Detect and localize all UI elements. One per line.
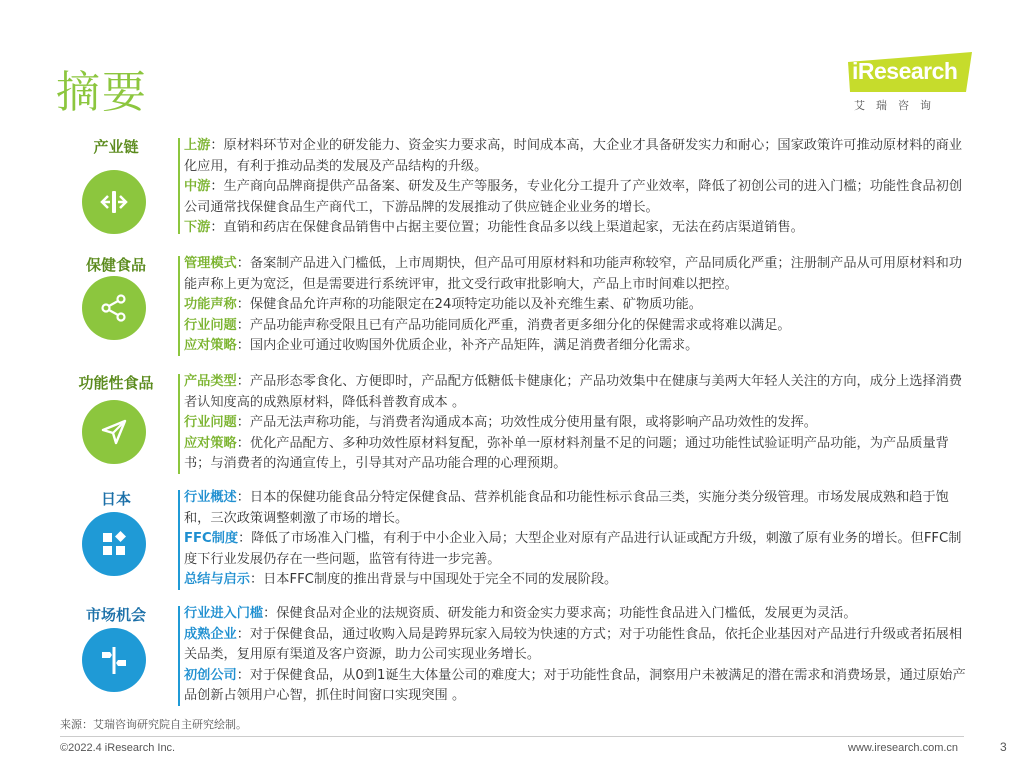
section-japan <box>60 488 980 592</box>
keyword: 管理模式 <box>184 256 237 271</box>
item-text: ：优化产品配方、多种功效性原材料复配，弥补单一原材料剂量不足的问题；通过功能性试验证明产品功能，为产品质量背书；与消费者的沟通宣传上，引导其对产品功能合理的心理预期。 <box>184 435 949 472</box>
content-item <box>184 336 974 357</box>
keyword: 中游 <box>184 179 211 195</box>
item-text: ：日本的保健功能食品分特定保健食品、营养机能食品和功能性标示食品三类，实施分类分级管理。市场发展成熟和趋于饱和，三次政策调整刺激了市场的增长。 <box>184 490 949 526</box>
source-note: 来源：艾瑞咨询研究院自主研究绘制。 <box>60 718 247 731</box>
keyword: 行业概述 <box>184 490 237 505</box>
item-text: ：日本FFC制度的推出背景与中国现处于完全不同的发展阶段。 <box>249 572 618 588</box>
item-text: ：备案制产品进入门槛低，上市周期快，但产品可用原材料和功能声称较窄，产品同质化严重；注册制产品从可用原材料和功能声称上更为宽泛，但是需要进行系统评审，批文受行政审批影响大，产品上市时间难以把控。 <box>184 256 963 292</box>
item-text: ：降低了市场准入门槛，有利于中小企业入局；大型企业对原有产品进行认证或配方升级，刺激了原有业务的增长。但FFC制度下行业发展仍存在一些问题，监管有待进一步完善。 <box>184 531 962 567</box>
section-content <box>184 372 974 475</box>
section-content <box>184 604 974 707</box>
section-divider <box>178 256 180 356</box>
content-item <box>184 666 974 707</box>
item-text: ：产品无法声称功能，与消费者沟通成本高；功效性成分使用量有限，或将影响产品功效性的发挥。 <box>236 415 817 431</box>
keyword: 下游 <box>184 220 211 236</box>
section-label: 市场机会 <box>85 606 146 624</box>
section-label: 日本 <box>100 490 131 508</box>
keyword: 功能声称 <box>184 297 237 313</box>
content-item <box>184 625 974 666</box>
paper-plane-icon <box>82 400 146 464</box>
content-item <box>184 604 974 625</box>
keyword: FFC制度 <box>184 531 239 547</box>
item-text: ：生产商向品牌商提供产品备案、研发及生产等服务，专业化分工提升了产业效率，降低了初创公司的进入门槛；功能性食品初创公司通常找保健食品生产商代工，下游品牌的发展推动了供应链企业业务的增长。 <box>184 179 963 215</box>
keyword: 总结与启示 <box>184 572 250 588</box>
split-arrows-icon <box>82 170 146 234</box>
item-text: ：产品形态零食化、方便即时，产品配方低糖低卡健康化；产品功效集中在健康与美两大年轻人关注的方向，成分上选择消费者认知度高的成熟原材料，降低科普教育成本 。 <box>184 374 963 410</box>
signpost-icon <box>82 628 146 692</box>
keyword: 应对策略 <box>184 338 237 354</box>
item-text: ：保健食品允许声称的功能限定在24项特定功能以及补充维生素、矿物质功能。 <box>236 297 702 313</box>
section-health-food <box>60 254 980 358</box>
content-item <box>184 413 974 434</box>
keyword: 上游 <box>184 138 211 153</box>
content-item <box>184 529 974 570</box>
grid-blocks-icon <box>82 512 146 576</box>
section-content <box>184 488 974 591</box>
section-label: 功能性食品 <box>78 374 154 392</box>
content-item <box>184 218 974 239</box>
content-item <box>184 295 974 316</box>
section-divider <box>178 490 180 590</box>
content-item <box>184 254 974 295</box>
footer-divider <box>60 736 964 737</box>
item-text: ：国内企业可通过收购国外优质企业，补齐产品矩阵，满足消费者细分化需求。 <box>236 338 699 354</box>
content-item <box>184 136 974 177</box>
keyword: 行业问题 <box>184 317 237 333</box>
section-divider <box>178 606 180 706</box>
section-market-opportunity <box>60 604 980 708</box>
keyword: 行业进入门槛 <box>184 606 264 621</box>
content-item <box>184 434 974 475</box>
keyword: 产品类型 <box>184 374 237 389</box>
logo-subtitle: 艾瑞咨询 <box>854 99 942 112</box>
keyword: 初创公司 <box>184 667 237 683</box>
section-industry-chain <box>60 136 980 236</box>
section-content <box>184 254 974 357</box>
content-item <box>184 372 974 413</box>
section-divider <box>178 138 180 234</box>
keyword: 应对策略 <box>184 435 237 451</box>
item-text: ：对于保健食品，从0到1诞生大体量公司的难度大；对于功能性食品，洞察用户未被满足的潜在需求和消费场景，通过原始产品创新占领用户心智，抓住时间窗口实现突围 。 <box>184 667 966 704</box>
section-label: 产业链 <box>93 138 139 156</box>
copyright: ©2022.4 iResearch Inc. <box>60 742 176 754</box>
content-item <box>184 177 974 218</box>
item-text: ：保健食品对企业的法规资质、研发能力和资金实力要求高；功能性食品进入门槛低，发展更为灵活。 <box>263 606 857 621</box>
content-item <box>184 316 974 337</box>
section-label: 保健食品 <box>85 256 146 274</box>
page-title: 摘要 <box>56 67 148 118</box>
item-text: ：产品功能声称受限且已有产品功能同质化严重，消费者更多细分化的保健需求或将难以满足。 <box>236 317 791 333</box>
keyword: 行业问题 <box>184 415 237 431</box>
share-icon <box>82 276 146 340</box>
content-item <box>184 488 974 529</box>
page-number: 3 <box>1000 740 1007 754</box>
section-content <box>184 136 974 239</box>
item-text: ：对于保健食品，通过收购入局是跨界玩家入局较为快速的方式；对于功能性食品，依托企业基因对产品进行升级或者拓展相关品类，复用原有渠道及客户资源，助力公司实现业务增长。 <box>184 626 963 663</box>
iresearch-logo <box>842 52 972 116</box>
keyword: 成熟企业 <box>184 626 237 642</box>
section-divider <box>178 374 180 474</box>
logo-text: iResearch <box>852 58 958 84</box>
content-item <box>184 570 974 591</box>
section-functional-food <box>60 372 980 476</box>
item-text: ：直销和药店在保健食品销售中占据主要位置；功能性食品多以线上渠道起家，无法在药店渠道销售。 <box>210 220 804 236</box>
website-link[interactable]: www.iresearch.com.cn <box>848 742 959 754</box>
item-text: ：原材料环节对企业的研发能力、资金实力要求高，时间成本高，大企业才具备研发实力和耐心；国家政策许可推动原材料的商业化应用，有利于推动品类的发展及产品结构的升级。 <box>184 138 963 174</box>
